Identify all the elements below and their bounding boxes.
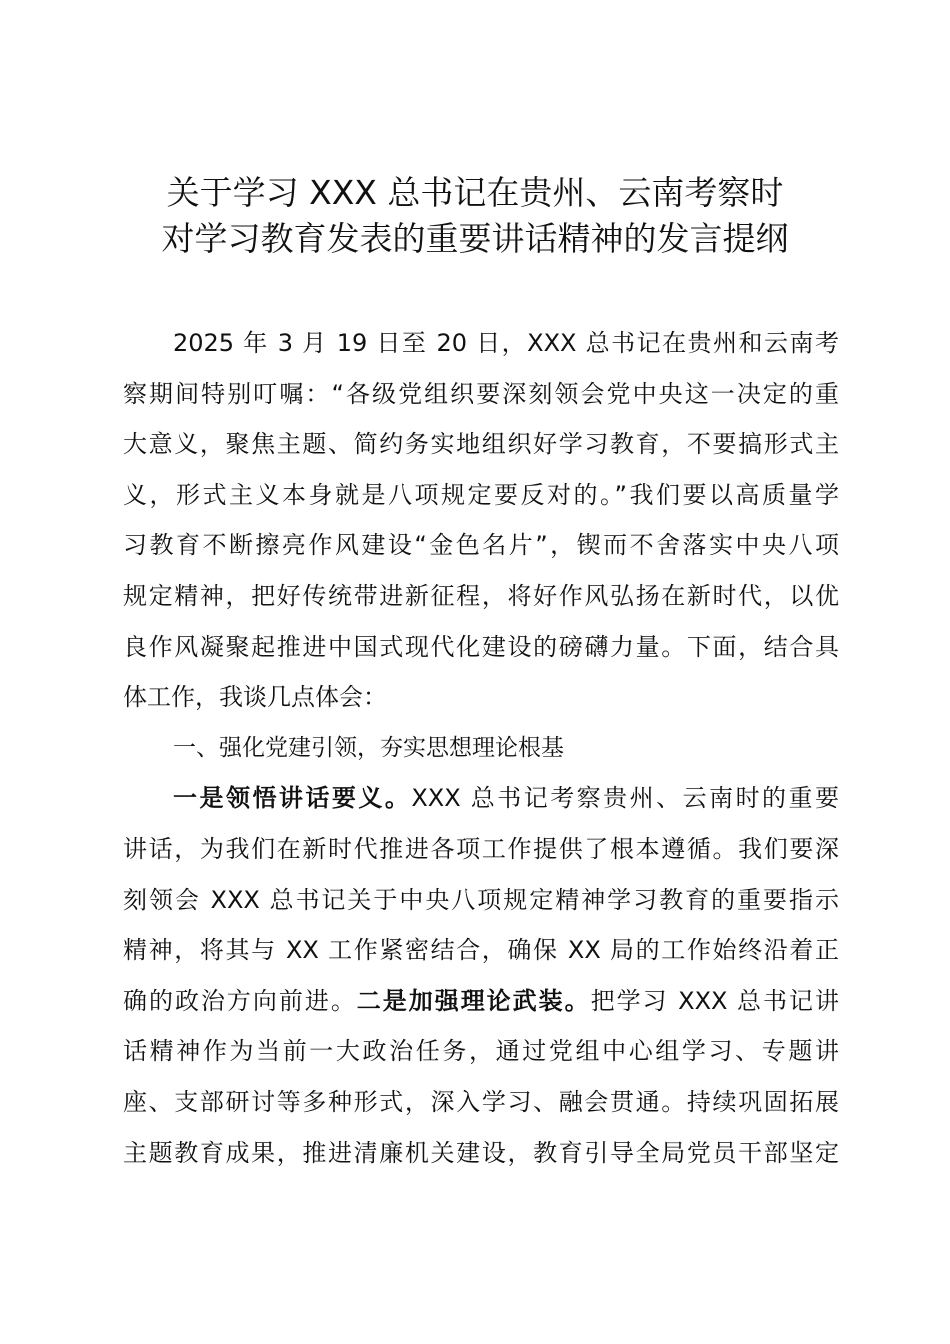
point1-first-text: XXX 总书记考察贵州、云南时的重要 <box>411 784 840 813</box>
point1-line-2: 讲话，为我们在新时代推进各项工作提供了根本遵循。我们要深 <box>123 834 839 863</box>
point2-first-text: 把学习 XXX 总书记讲 <box>590 986 839 1015</box>
title-line-2: 对学习教育发表的重要讲话精神的发言提纲 <box>161 219 789 258</box>
point1-last-text: 确的政治方向前进。 <box>123 986 357 1015</box>
point1-line-4: 精神，将其与 XX 工作紧密结合，确保 XX 局的工作始终沿着正 <box>123 936 839 965</box>
point2-line-3: 座、支部研讨等多种形式，深入学习、融会贯通。持续巩固拓展 <box>123 1087 839 1116</box>
intro-line-4: 义，形式主义本身就是八项规定要反对的。”我们要以高质量学 <box>123 480 839 509</box>
intro-line-5: 习教育不断擦亮作风建设“金色名片”，锲而不舍落实中央八项 <box>123 531 839 560</box>
document-body <box>123 318 839 1178</box>
point2-line-2: 话精神作为当前一大政治任务，通过党组中心组学习、专题讲 <box>123 1037 839 1066</box>
intro-line-3: 大意义，聚焦主题、简约务实地组织好学习教育，不要搞形式主 <box>123 430 839 459</box>
intro-line-8: 体工作，我谈几点体会： <box>123 683 387 712</box>
point1-label: 一是领悟讲话要义。 <box>173 784 412 813</box>
section-heading: 一、强化党建引领，夯实思想理论根基 <box>173 734 564 761</box>
intro-line-2: 察期间特别叮嘱：“各级党组织要深刻领会党中央这一决定的重 <box>123 379 839 408</box>
intro-line-7: 良作风凝聚起推进中国式现代化建设的磅礴力量。下面，结合具 <box>123 632 839 661</box>
title-line-1: 关于学习 XXX 总书记在贵州、云南考察时 <box>166 173 784 212</box>
point1-point2-line <box>123 976 839 1027</box>
intro-line-1: 2025 年 3 月 19 日至 20 日，XXX 总书记在贵州和云南考 <box>173 329 839 357</box>
point2-label: 二是加强理论武装。 <box>356 986 591 1015</box>
intro-line-6: 规定精神，把好传统带进新征程，将好作风弘扬在新时代，以优 <box>123 581 839 610</box>
point1-first-line <box>123 773 839 824</box>
document-title <box>110 170 840 262</box>
point2-line-4: 主题教育成果，推进清廉机关建设，教育引导全局党员干部坚定 <box>123 1138 839 1167</box>
point1-line-3: 刻领会 XXX 总书记关于中央八项规定精神学习教育的重要指示 <box>123 885 839 914</box>
